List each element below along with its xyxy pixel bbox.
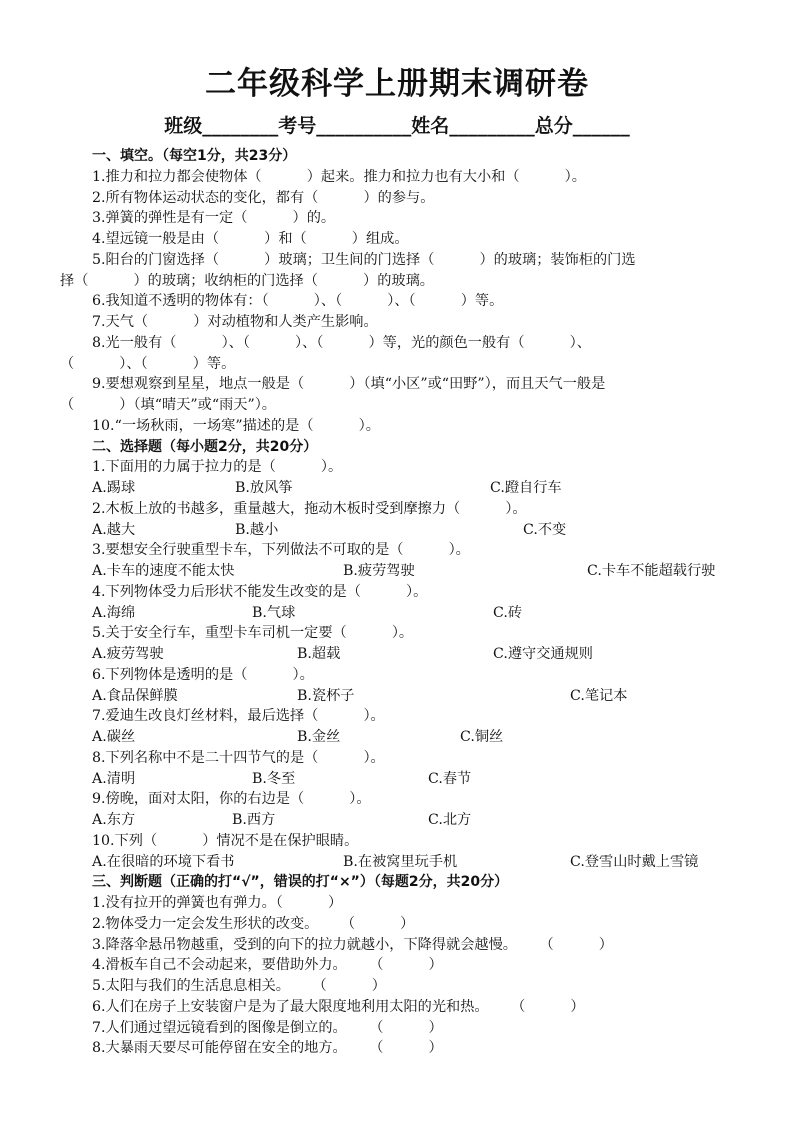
option-c: C.卡车不能超载行驶 [587,563,716,579]
choice-question: 4.下列物体受力后形状不能发生改变的是（ ）。 [92,583,428,600]
option-a: A.卡车的速度不能太快 [92,563,235,579]
true-false-line: 6.人们在房子上安装窗户是为了最大限度地利用太阳的光和热。 （ ） [92,998,585,1015]
true-false-line: 5.太阳与我们的生活息息相关。 （ ） [92,978,386,994]
choice-question: 10.下列（ ）情况不是在保护眼睛。 [92,832,359,849]
option-a: A.东方 [92,812,136,828]
choice-question: 6.下列物体是透明的是（ ）。 [92,666,314,683]
option-c: C.遵守交通规则 [493,646,593,662]
option-a: A.食品保鲜膜 [92,687,178,704]
choice-options [60,603,740,624]
true-false-line: 1.没有拉开的弹簧也有弹力。（ ） [92,895,343,911]
section-heading-multiple-choice: 二、选择题（每小题2分，共20分） [92,438,318,455]
option-c: C.砖 [493,604,523,621]
choice-options [60,769,740,790]
option-a: A.踢球 [92,480,136,496]
choice-question: 8.下列名称中不是二十四节气的是（ ）。 [92,749,385,766]
fill-blank-line: 择（ ）的玻璃；收纳柜的门选择（ ）的玻璃。 [60,272,434,289]
fill-blank-line: 10.“一场秋雨，一场寒”描述的是（ ）。 [92,417,380,434]
fill-blank-line: 1.推力和拉力都会使物体（ ）起来。推力和拉力也有大小和（ ）。 [92,168,586,185]
option-c: C.铜丝 [460,729,504,745]
true-false-line: 8.大暴雨天要尽可能停留在安全的地方。 （ ） [92,1040,443,1057]
option-b: B.超载 [297,646,341,662]
fill-blank-line: 3.弹簧的弹性是有一定（ ）的。 [92,210,336,227]
choice-question: 3.要想安全行驶重型卡车，下列做法不可取的是（ ）。 [92,542,470,559]
option-a: A.在很暗的环境下看书 [92,853,235,870]
fill-blank-line: 6.我知道不透明的物体有：（ ）、（ ）、（ ）等。 [92,293,504,310]
fill-blank-line: 8.光一般有（ ）、（ ）、（ ）等，光的颜色一般有（ ）、 [92,334,591,351]
choice-options [60,520,740,541]
fill-blank-line: （ ）、（ ）等。 [60,355,236,372]
option-a: A.越大 [92,521,136,538]
option-b: B.越小 [235,521,279,538]
option-a: A.清明 [92,770,136,787]
option-b: B.冬至 [252,770,296,787]
option-c: C.北方 [428,812,472,828]
option-b: B.疲劳驾驶 [343,563,415,579]
fill-blank-line: 2.所有物体运动状态的变化，都有（ ）的参与。 [92,189,435,206]
section-heading-true-false: 三、判断题（正确的打“√”，错误的打“×”）（每题2分，共20分） [92,874,509,891]
choice-options [60,561,740,582]
fill-blank-line: 4.望远镜一般是由（ ）和（ ）组成。 [92,231,409,247]
choice-question: 7.爱迪生改良灯丝材料，最后选择（ ）。 [92,708,385,725]
option-a: A.海绵 [92,604,136,621]
option-b: B.放风筝 [235,480,293,496]
option-c: C.春节 [428,770,472,787]
choice-question: 1.下面用的力属于拉力的是（ ）。 [92,459,343,476]
fill-blank-line: （ ）（填“晴天”或“雨天”）。 [60,397,276,413]
fill-blank-line: 5.阳台的门窗选择（ ）玻璃；卫生间的门选择（ ）的玻璃；装饰柜的门选 [92,251,636,268]
choice-question: 5.关于安全行车，重型卡车司机一定要（ ）。 [92,625,414,642]
page-title: 二年级科学上册期末调研卷 [205,66,589,102]
option-b: B.西方 [232,812,276,828]
student-info-line: 班级________考号__________姓名_________总分______ [164,115,630,137]
true-false-line: 7.人们通过望远镜看到的图像是倒立的。 （ ） [92,1019,443,1036]
true-false-line: 4.滑板车自己不会动起来，要借助外力。 （ ） [92,957,443,974]
option-a: A.疲劳驾驶 [92,646,164,662]
option-c: C.蹬自行车 [490,480,562,496]
true-false-line: 3.降落伞悬吊物越重，受到的向下的拉力就越小，下降得就会越慢。 （ ） [92,936,613,953]
fill-blank-line: 7.天气（ ）对动植物和人类产生影响。 [92,314,378,330]
option-c: C.不变 [523,521,567,538]
option-b: B.在被窝里玩手机 [343,853,458,870]
choice-options [60,644,740,665]
fill-blank-line: 9.要想观察到星星，地点一般是（ ）（填“小区”或“田野”），而且天气一般是 [92,376,606,393]
option-b: B.气球 [252,604,296,621]
choice-options [60,727,740,748]
choice-options [60,686,740,707]
option-a: A.碳丝 [92,729,136,745]
option-c: C.笔记本 [570,687,628,704]
choice-options [60,852,740,873]
section-heading-fill-blank: 一、填空。（每空1分，共23分） [92,148,297,164]
true-false-line: 2.物体受力一定会发生形状的改变。 （ ） [92,915,415,932]
choice-question: 9.傍晚，面对太阳，你的右边是（ ）。 [92,791,371,808]
choice-options [60,810,740,831]
option-c: C.登雪山时戴上雪镜 [570,853,699,870]
option-b: B.金丝 [297,729,341,745]
choice-options [60,478,740,499]
exam-content [60,146,740,1059]
choice-question: 2.木板上放的书越多，重量越大，拖动木板时受到摩擦力（ ）。 [92,500,527,517]
option-b: B.瓷杯子 [297,687,355,704]
